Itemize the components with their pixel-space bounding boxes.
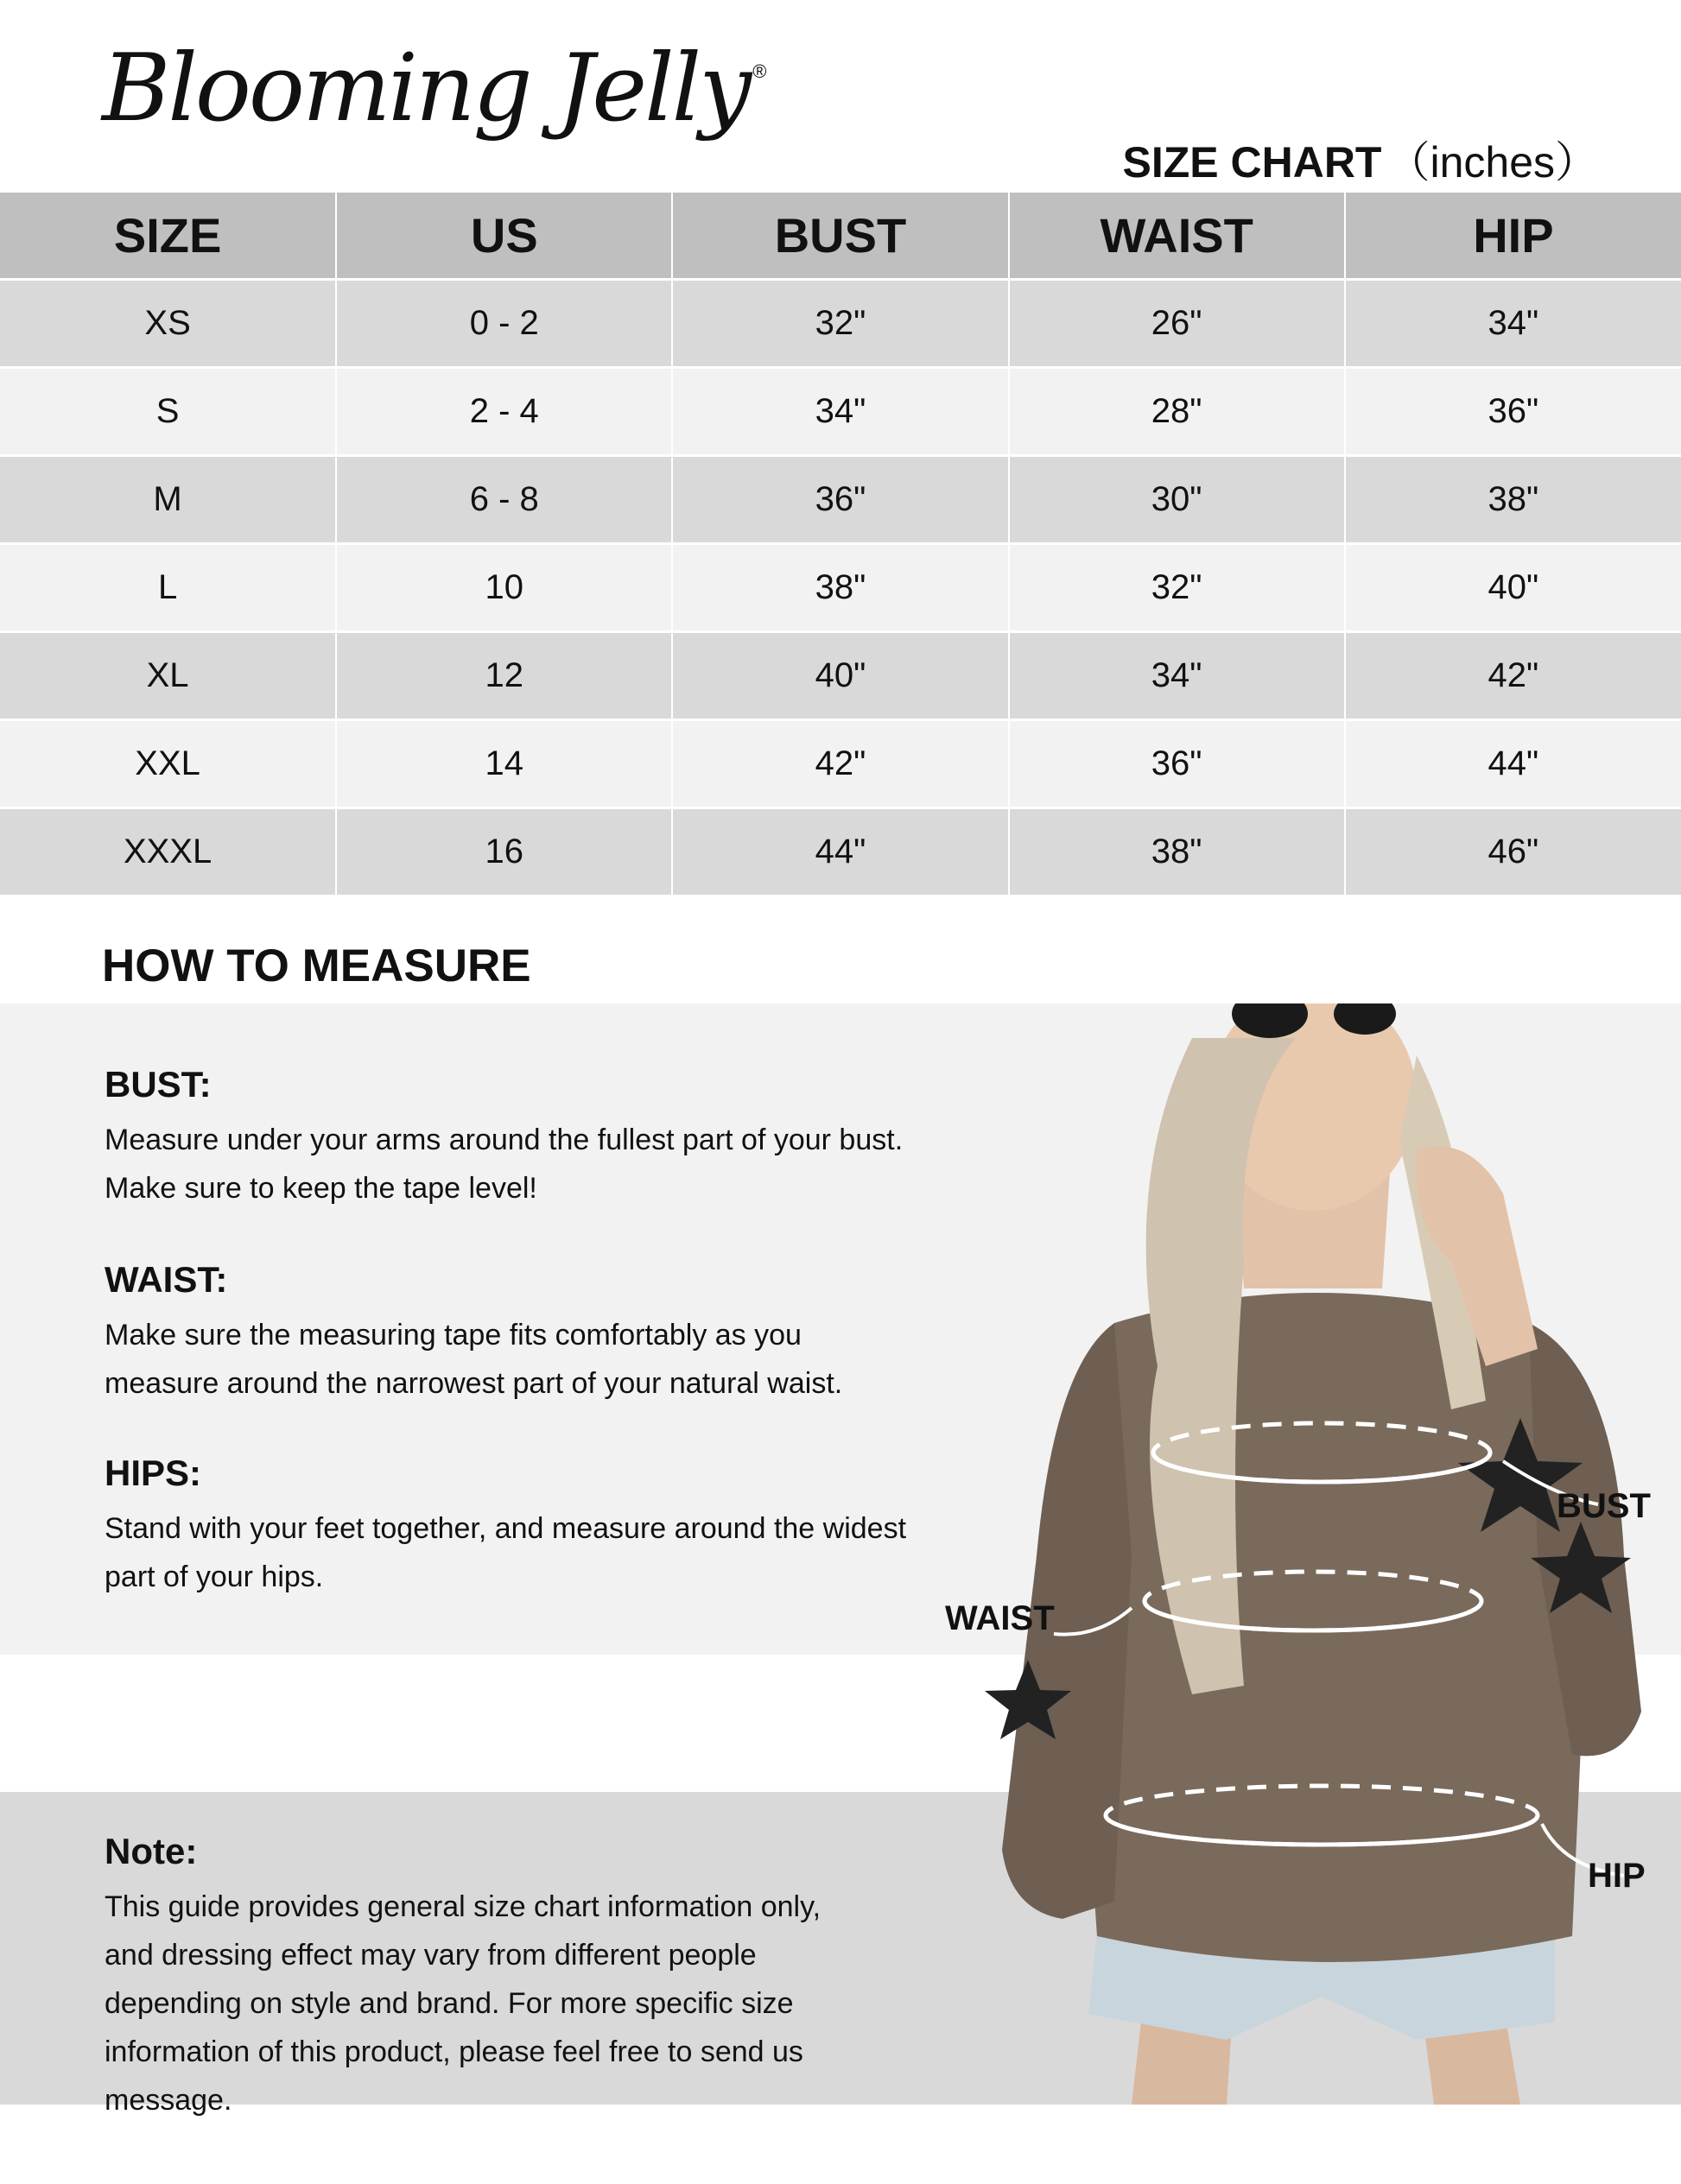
bust-line: Measure under your arms around the fullest part of your bust.: [105, 1124, 904, 1156]
table-row: [0, 632, 1681, 720]
brand-logo: [102, 35, 764, 164]
header-size: SIZE: [0, 193, 336, 280]
cell-hip: 38": [1345, 456, 1681, 544]
waist-heading: WAIST:: [105, 1259, 228, 1300]
hips-instructions: [105, 1453, 968, 1601]
note-line: and dressing effect may vary from different people: [105, 1939, 757, 1972]
cell-size: XXL: [0, 720, 336, 808]
waist-line: Make sure the measuring tape fits comfortably as you: [105, 1319, 802, 1352]
note-line: depending on style and brand. For more specific size: [105, 1987, 794, 2020]
cell-bust: 38": [672, 544, 1008, 632]
cell-waist: 32": [1009, 544, 1345, 632]
registered-mark: ®: [752, 60, 764, 82]
model-illustration: [933, 1003, 1681, 2105]
bust-instructions: [105, 1064, 968, 1212]
chart-unit: （inches）: [1386, 138, 1598, 187]
header-hip: HIP: [1345, 193, 1681, 280]
table-row: [0, 808, 1681, 896]
bust-line: Make sure to keep the tape level!: [105, 1172, 537, 1205]
cell-bust: 42": [672, 720, 1008, 808]
cell-bust: 32": [672, 280, 1008, 368]
cell-bust: 44": [672, 808, 1008, 896]
hip-label: HIP: [1588, 1857, 1646, 1895]
cell-hip: 36": [1345, 368, 1681, 456]
cell-waist: 38": [1009, 808, 1345, 896]
cell-waist: 30": [1009, 456, 1345, 544]
cell-bust: 40": [672, 632, 1008, 720]
cell-hip: 46": [1345, 808, 1681, 896]
table-row: [0, 280, 1681, 368]
size-table: [0, 193, 1681, 897]
cell-us: 6 - 8: [336, 456, 672, 544]
cell-size: XS: [0, 280, 336, 368]
cell-waist: 36": [1009, 720, 1345, 808]
bust-label: BUST: [1557, 1487, 1651, 1525]
cell-us: 12: [336, 632, 672, 720]
hips-heading: HIPS:: [105, 1453, 202, 1493]
hips-line: part of your hips.: [105, 1560, 324, 1593]
chart-title-text: SIZE CHART: [1122, 138, 1382, 187]
cell-size: M: [0, 456, 336, 544]
cell-hip: 34": [1345, 280, 1681, 368]
bust-heading: BUST:: [105, 1064, 212, 1105]
cell-waist: 26": [1009, 280, 1345, 368]
note-line: message.: [105, 2084, 232, 2117]
note-block: [105, 1831, 882, 2124]
size-chart-title: [1122, 128, 1598, 190]
cell-us: 16: [336, 808, 672, 896]
cell-hip: 42": [1345, 632, 1681, 720]
cell-us: 0 - 2: [336, 280, 672, 368]
cell-bust: 34": [672, 368, 1008, 456]
how-to-measure-title: HOW TO MEASURE: [102, 940, 531, 991]
cell-us: 2 - 4: [336, 368, 672, 456]
table-header-row: [0, 193, 1681, 280]
table-row: [0, 544, 1681, 632]
table-row: [0, 720, 1681, 808]
cell-waist: 28": [1009, 368, 1345, 456]
cell-size: S: [0, 368, 336, 456]
header-us: US: [336, 193, 672, 280]
note-heading: Note:: [105, 1831, 198, 1871]
cell-hip: 40": [1345, 544, 1681, 632]
cell-bust: 36": [672, 456, 1008, 544]
cell-us: 14: [336, 720, 672, 808]
cell-hip: 44": [1345, 720, 1681, 808]
table-row: [0, 368, 1681, 456]
hips-line: Stand with your feet together, and measure around the widest: [105, 1512, 907, 1545]
header-waist: WAIST: [1009, 193, 1345, 280]
note-line: This guide provides general size chart information only,: [105, 1890, 821, 1923]
cell-waist: 34": [1009, 632, 1345, 720]
cell-us: 10: [336, 544, 672, 632]
cell-size: XXXL: [0, 808, 336, 896]
logo-text: Blooming Jelly: [102, 35, 750, 142]
waist-instructions: [105, 1259, 968, 1408]
table-row: [0, 456, 1681, 544]
header-bust: BUST: [672, 193, 1008, 280]
waist-line: measure around the narrowest part of your natural waist.: [105, 1367, 843, 1400]
note-line: information of this product, please feel free to send us: [105, 2035, 803, 2068]
cell-size: L: [0, 544, 336, 632]
waist-label: WAIST: [945, 1599, 1055, 1637]
cell-size: XL: [0, 632, 336, 720]
